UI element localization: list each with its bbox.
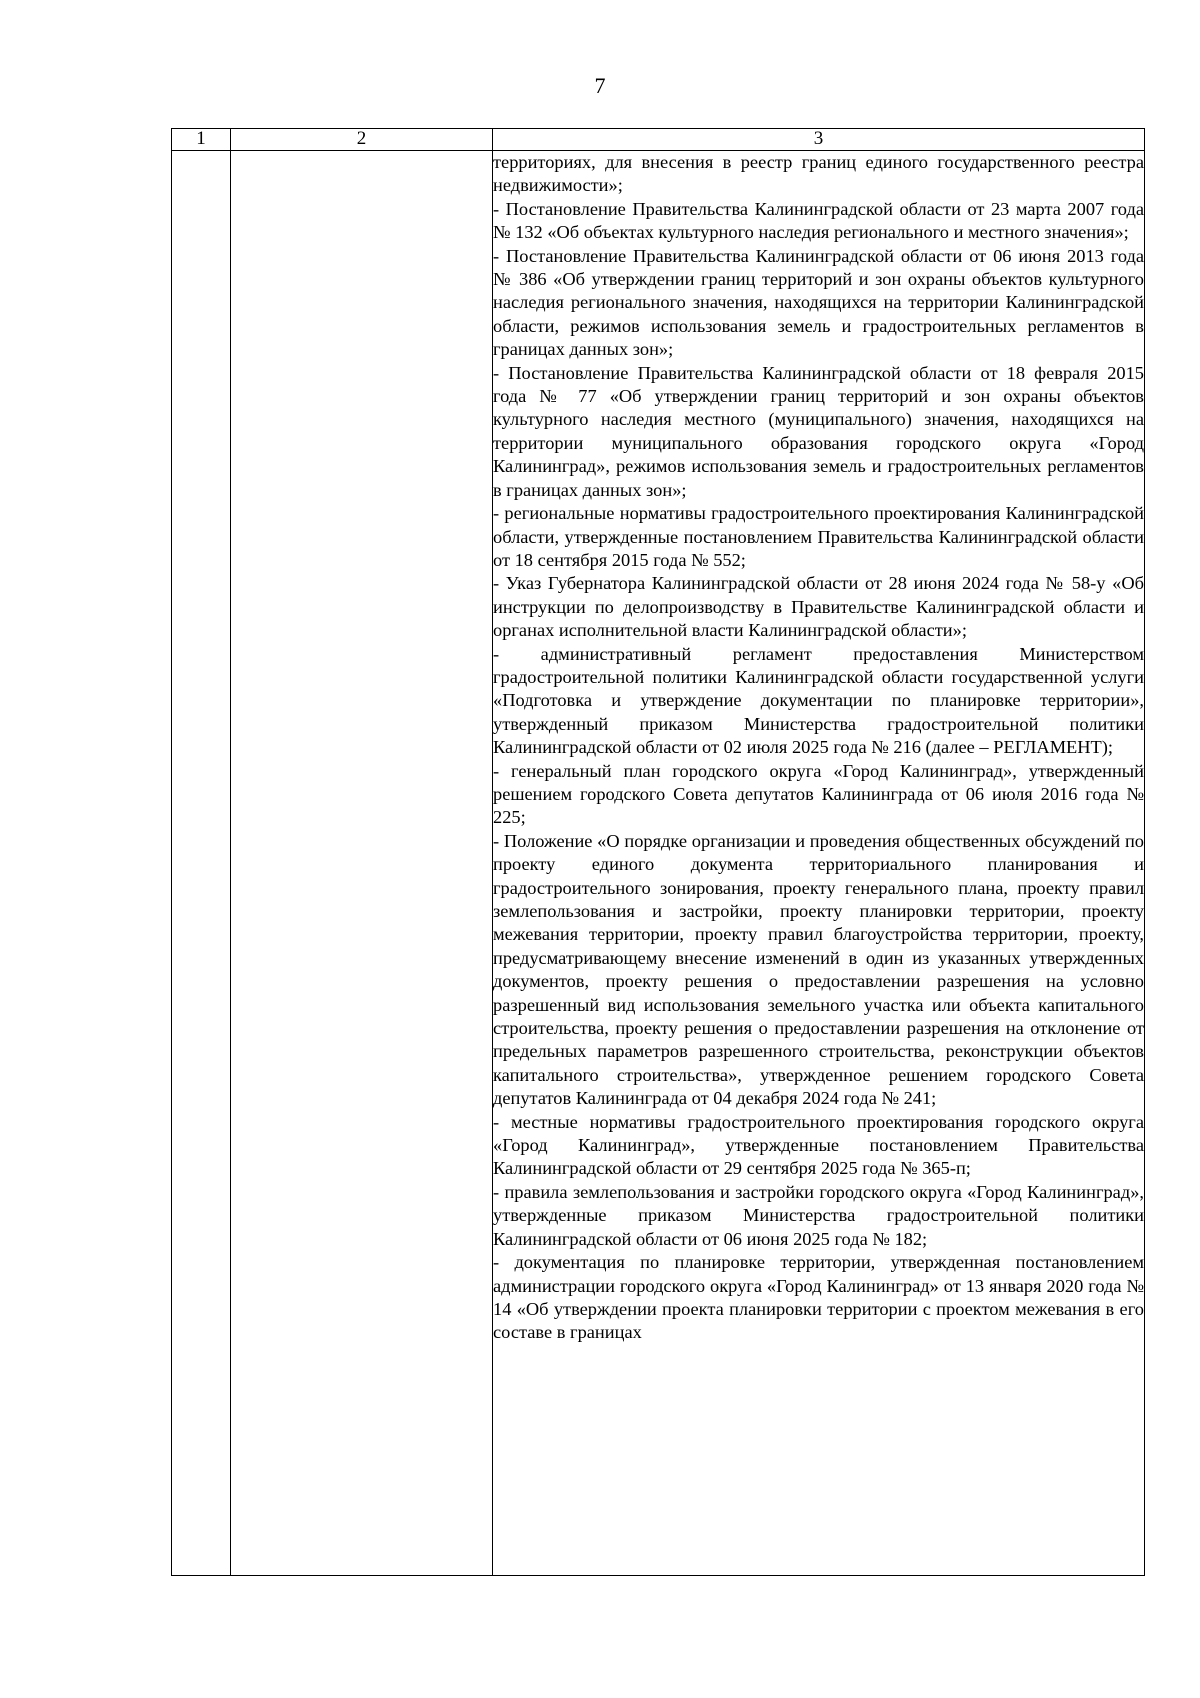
column-header-3: 3 xyxy=(493,129,1145,151)
paragraph: - Положение «О порядке организации и проведения общественных обсуждений по проекту единого документа территориального планирования и градостроительного зонирования, проекту генерального плана, проекту правил землепользования и застройки, проекту планировки территории, проекту межевания территории, проекту правил благоустройства территории, проекту, предусматривающему внесение изменений в один из указанных утвержденных документов, проекту решения о предоставлении разрешения на условно разрешенный вид использования земельного участка или объекта капитального строительства, проекту решения о предоставлении разрешения на отклонение от предельных параметров разрешенного строительства, реконструкции объектов капитального строительства», утвержденное решением городского Совета депутатов Калининграда от 04 декабря 2024 года № 241; xyxy=(493,830,1144,1109)
paragraph: - Постановление Правительства Калининградской области от 23 марта 2007 года № 132 «Об объектах культурного наследия регионального и местного значения»; xyxy=(493,198,1144,243)
paragraph: - административный регламент предоставления Министерством градостроительной политики Калининградской области государственной услуги «Подготовка и утверждение документации по планировке территории», утвержденный приказом Министерства градостроительной политики Калининградской области от 02 июля 2025 года № 216 (далее – РЕГЛАМЕНТ); xyxy=(493,643,1144,758)
page-number: 7 xyxy=(594,73,606,98)
paragraph: - Постановление Правительства Калининградской области от 18 февраля 2015 года № 77 «Об утверждении границ территорий и зон охраны объектов культурного наследия местного (муниципального) значения, находящихся на территории муниципального образования городского округа «Город Калининград», режимов использования земель и градостроительных регламентов в границах данных зон»; xyxy=(493,362,1144,500)
paragraph: территориях, для внесения в реестр границ единого государственного реестра недвижимости»; xyxy=(493,152,1144,196)
paragraph: - документация по планировке территории, утвержденная постановлением администрации городского округа «Город Калининград» от 13 января 2020 года № 14 «Об утверждении проекта планировки территории с проектом межевания в его составе в границах xyxy=(493,1252,1144,1343)
paragraph: - правила землепользования и застройки городского округа «Город Калининград», утвержденные приказом Министерства градостроительной политики Калининградской области от 06 июня 2025 года № 182; xyxy=(493,1181,1144,1249)
cell-col-2 xyxy=(231,151,493,1576)
column-header-1: 1 xyxy=(172,129,231,151)
paragraph: - Указ Губернатора Калининградской области от 28 июня 2024 года № 58-у «Об инструкции по делопроизводству в Правительстве Калининградской области и органах исполнительной власти Калининградской области»; xyxy=(493,573,1144,641)
paragraph: - местные нормативы градостроительного проектирования городского округа «Город Калининград», утвержденные постановлением Правительства Калининградской области от 29 сентября 2025 года № 365-п; xyxy=(493,1111,1144,1179)
document-table xyxy=(171,128,1145,1576)
paragraph: - региональные нормативы градостроительного проектирования Калининградской области, утвержденные постановлением Правительства Калининградской области от 18 сентября 2015 года № 552; xyxy=(493,503,1144,570)
paragraph: - генеральный план городского округа «Город Калининград», утвержденный решением городского Совета депутатов Калининграда от 06 июля 2016 года № 225; xyxy=(493,760,1144,828)
column-header-2: 2 xyxy=(231,129,493,151)
table-row xyxy=(172,151,1145,1576)
cell-col-1 xyxy=(172,151,231,1576)
table-header-row xyxy=(172,129,1145,151)
paragraph: - Постановление Правительства Калининградской области от 06 июня 2013 года № 386 «Об утверждении границ территорий и зон охраны объектов культурного наследия регионального значения, находящихся на территории Калининградской области, режимов использования земель и градостроительных регламентов в границах данных зон»; xyxy=(493,245,1144,360)
cell-col-3 xyxy=(493,151,1145,1576)
